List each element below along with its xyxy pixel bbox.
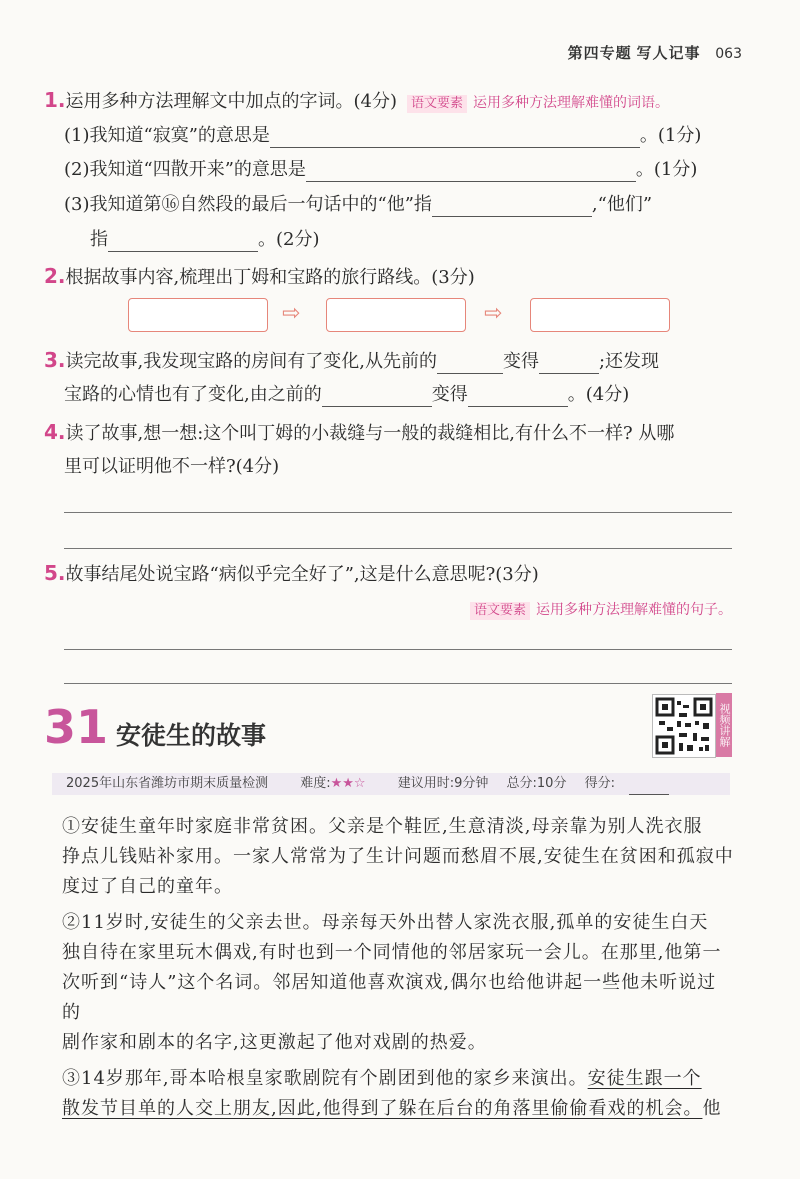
q3-blank2[interactable] <box>539 353 599 374</box>
q3-text-c: ;还发现 <box>598 351 660 372</box>
q3-blank4[interactable] <box>468 386 568 407</box>
q4-line2: 里可以证明他不一样?(4分) <box>64 456 280 477</box>
q5-tag: 语文要素 <box>470 602 530 620</box>
score-blank[interactable] <box>629 780 669 795</box>
q3-text-f: 。(4分) <box>567 384 630 405</box>
q3-line2 <box>64 383 629 407</box>
time-label: 建议用时:9分钟 <box>397 776 489 791</box>
q1-sub3-cont <box>90 228 320 252</box>
q3-text-b: 变得 <box>502 351 539 372</box>
paragraph-line: ①安徒生童年时家庭非常贫困。父亲是个鞋匠,生意清淡,母亲靠为别人洗衣服 <box>62 816 703 837</box>
q1-sub3-score: 。(2分) <box>258 229 320 250</box>
q1-sub3-blank1[interactable] <box>432 196 592 217</box>
arrow-icon: ⇨ <box>282 301 301 326</box>
paragraph-line <box>62 1064 734 1094</box>
route-box-3[interactable] <box>530 298 670 332</box>
q5-prompt <box>44 561 539 587</box>
source-label: 2025年山东省潍坊市期末质量检测 <box>66 776 269 791</box>
section-label: 第四专题 <box>567 44 632 62</box>
route-box-1[interactable] <box>128 298 268 332</box>
answer-line[interactable] <box>64 548 732 549</box>
q1-tag-text: 运用多种方法理解难懂的词语。 <box>473 95 670 111</box>
q5-tag-text: 运用多种方法理解难懂的句子。 <box>536 602 732 618</box>
q1-sub3-text: (3)我知道第⑯自然段的最后一句话中的“他”指 <box>64 194 432 215</box>
qr-pattern <box>653 695 715 757</box>
answer-line[interactable] <box>64 649 732 650</box>
q3-text-d: 宝路的心情也有了变化,由之前的 <box>64 384 322 405</box>
q1-sub1-text: (1)我知道“寂寞”的意思是 <box>64 125 270 146</box>
q1-sub3-text2: ,“他们” <box>591 194 653 215</box>
difficulty-label: 难度: <box>300 776 331 791</box>
underlined-text: 散发节目单的人交上朋友,因此,他得到了躲在后台的角落里偷偷看戏的机会。 <box>62 1098 703 1119</box>
q3-number: 3. <box>44 348 66 372</box>
q1-sub3-blank2[interactable] <box>108 231 258 252</box>
q4-line1 <box>44 420 674 446</box>
q1-sub3-text3: 指 <box>90 229 108 250</box>
video-tab[interactable]: 视频讲解 <box>716 693 732 757</box>
paragraph-line: 剧作家和剧本的名字,这更激起了他对戏剧的热爱。 <box>62 1032 487 1053</box>
route-box-2[interactable] <box>326 298 466 332</box>
paragraph-line: ②11岁时,安徒生的父亲去世。母亲每天外出替人家洗衣服,孤单的安徒生白天 <box>62 912 709 933</box>
got-label: 得分: <box>584 776 615 791</box>
q5-text: 故事结尾处说宝路“病似乎完全好了”,这是什么意思呢?(3分) <box>65 564 539 585</box>
difficulty-stars: ★★☆ <box>330 776 366 791</box>
q1-sub1-blank[interactable] <box>270 127 640 148</box>
q3-text-e: 变得 <box>431 384 468 405</box>
paragraph-line: 次听到“诗人”这个名词。邻居知道他喜欢演戏,偶尔也给他讲起一些他未听说过的 <box>62 972 717 1023</box>
q1-prompt <box>44 88 669 115</box>
page-number: 063 <box>715 46 742 62</box>
passage <box>62 812 734 1124</box>
q1-sub2 <box>64 158 697 182</box>
text-span: ③14岁那年,哥本哈根皇家歌剧院有个剧团到他的家乡来演出。 <box>62 1068 588 1089</box>
q4-number: 4. <box>44 420 66 444</box>
q5-number: 5. <box>44 561 66 585</box>
text-span: 他 <box>702 1098 722 1119</box>
q1-sub1-score: 。(1分) <box>639 125 702 146</box>
q2-prompt <box>44 264 475 290</box>
q1-sub2-text: (2)我知道“四散开来”的意思是 <box>64 159 306 180</box>
q1-sub2-score: 。(1分) <box>635 159 698 180</box>
paragraph-line: 独自待在家里玩木偶戏,有时也到一个同情他的邻居家玩一会儿。在那里,他第一 <box>62 942 722 963</box>
q4-text-a: 读了故事,想一想:这个叫丁姆的小裁缝与一般的裁缝相比,有什么不一样? 从哪 <box>65 423 675 444</box>
q1-tag: 语文要素 <box>407 95 467 113</box>
lesson-number: 31 <box>44 700 109 754</box>
underlined-text: 安徒生跟一个 <box>587 1068 702 1089</box>
topic-label: 写人记事 <box>636 44 701 62</box>
q1-sub2-blank[interactable] <box>306 161 636 182</box>
qr-code-icon[interactable] <box>652 694 716 758</box>
paragraph-line: 度过了自己的童年。 <box>62 876 233 897</box>
q1-text: 运用多种方法理解文中加点的字词。(4分) <box>65 91 398 112</box>
arrow-icon: ⇨ <box>484 301 503 326</box>
q1-sub3 <box>64 193 652 217</box>
q1-sub1 <box>64 124 701 148</box>
q3-line1 <box>44 348 659 374</box>
q2-number: 2. <box>44 264 66 288</box>
q5-tag-row <box>460 597 732 622</box>
lesson-title: 安徒生的故事 <box>116 721 267 750</box>
q3-blank3[interactable] <box>322 386 432 407</box>
q1-number: 1. <box>44 88 66 112</box>
page-header <box>568 42 742 63</box>
paragraph-line: 挣点儿钱贴补家用。一家人常常为了生计问题而愁眉不展,安徒生在贫困和孤寂中 <box>62 846 734 867</box>
answer-line[interactable] <box>64 683 732 684</box>
q3-blank1[interactable] <box>437 353 503 374</box>
paragraph-line <box>62 1094 734 1124</box>
q2-text: 根据故事内容,梳理出丁姆和宝路的旅行路线。(3分) <box>65 267 475 288</box>
q3-text-a: 读完故事,我发现宝路的房间有了变化,从先前的 <box>65 351 437 372</box>
answer-line[interactable] <box>64 512 732 513</box>
info-bar <box>52 773 730 795</box>
score-label: 总分:10分 <box>506 776 567 791</box>
